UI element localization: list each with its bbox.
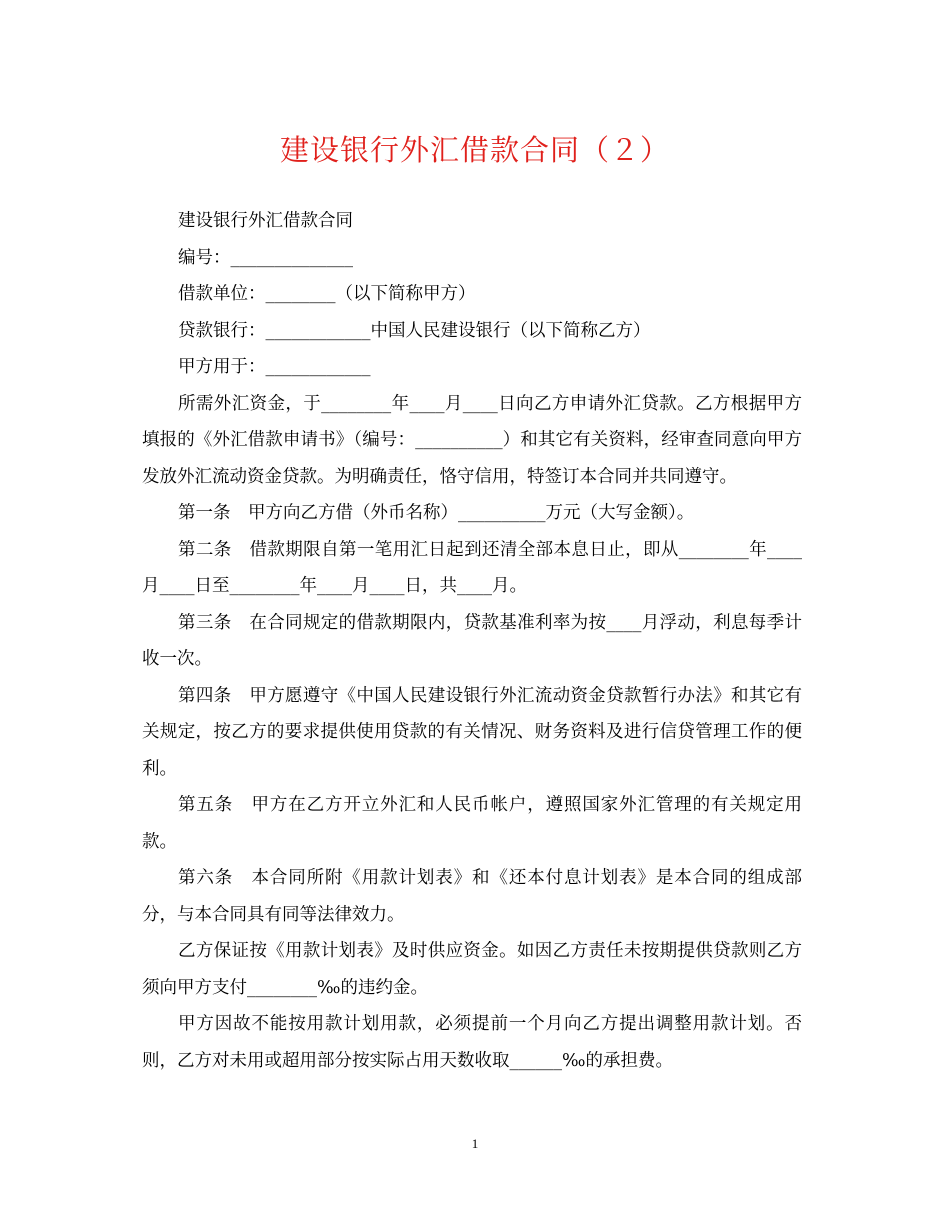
paragraph: 第一条 甲方向乙方借（外币名称）__________万元（大写金额）。 [178, 503, 695, 523]
paragraph: 甲方用于：____________ [178, 357, 371, 377]
paragraph: 贷款银行：____________中国人民建设银行（以下简称乙方） [178, 320, 651, 341]
paragraph: 第五条 甲方在乙方开立外汇和人民币帐户，遵照国家外汇管理的有关规定用款。 [142, 795, 802, 852]
paragraph: 建设银行外汇借款合同 [178, 211, 353, 231]
paragraph: 第四条 甲方愿遵守《中国人民建设银行外汇流动资金贷款暂行办法》和其它有关规定，按乙方的要求提供使用贷款的有关情况、财务资料及进行信贷管理工作的便利。 [142, 685, 802, 779]
paragraph: 第二条 借款期限自第一笔用汇日起到还清全部本息日止，即从________年____月____日至________年____月____日，共____月。 [142, 539, 802, 596]
document-title: 建设银行外汇借款合同（２） [279, 133, 670, 167]
page-number: 1 [471, 1136, 479, 1151]
paragraph: 第六条 本合同所附《用款计划表》和《还本付息计划表》是本合同的组成部分，与本合同具有同等法律效力。 [142, 868, 802, 925]
paragraph: 编号：______________ [178, 247, 353, 268]
paragraph: 第三条 在合同规定的借款期限内，贷款基准利率为按____月浮动，利息每季计收一次。 [142, 612, 802, 669]
paragraph: 乙方保证按《用款计划表》及时供应资金。如因乙方责任未按期提供贷款则乙方须向甲方支付________‰的违约金。 [142, 941, 802, 998]
paragraph: 借款单位：________（以下简称甲方） [178, 284, 476, 304]
paragraph: 所需外汇资金，于________年____月____日向乙方申请外汇贷款。乙方根据甲方填报的《外汇借款申请书》（编号：__________）和其它有关资料，经审查同意向甲方发放外汇流动资金贷款。为明确责任，恪守信用，特签订本合同并共同遵守。 [142, 393, 802, 487]
document-body [142, 203, 802, 1079]
paragraph: 甲方因故不能按用款计划用款，必须提前一个月向乙方提出调整用款计划。否则，乙方对未用或超用部分按实际占用天数收取______‰的承担费。 [142, 1014, 802, 1071]
